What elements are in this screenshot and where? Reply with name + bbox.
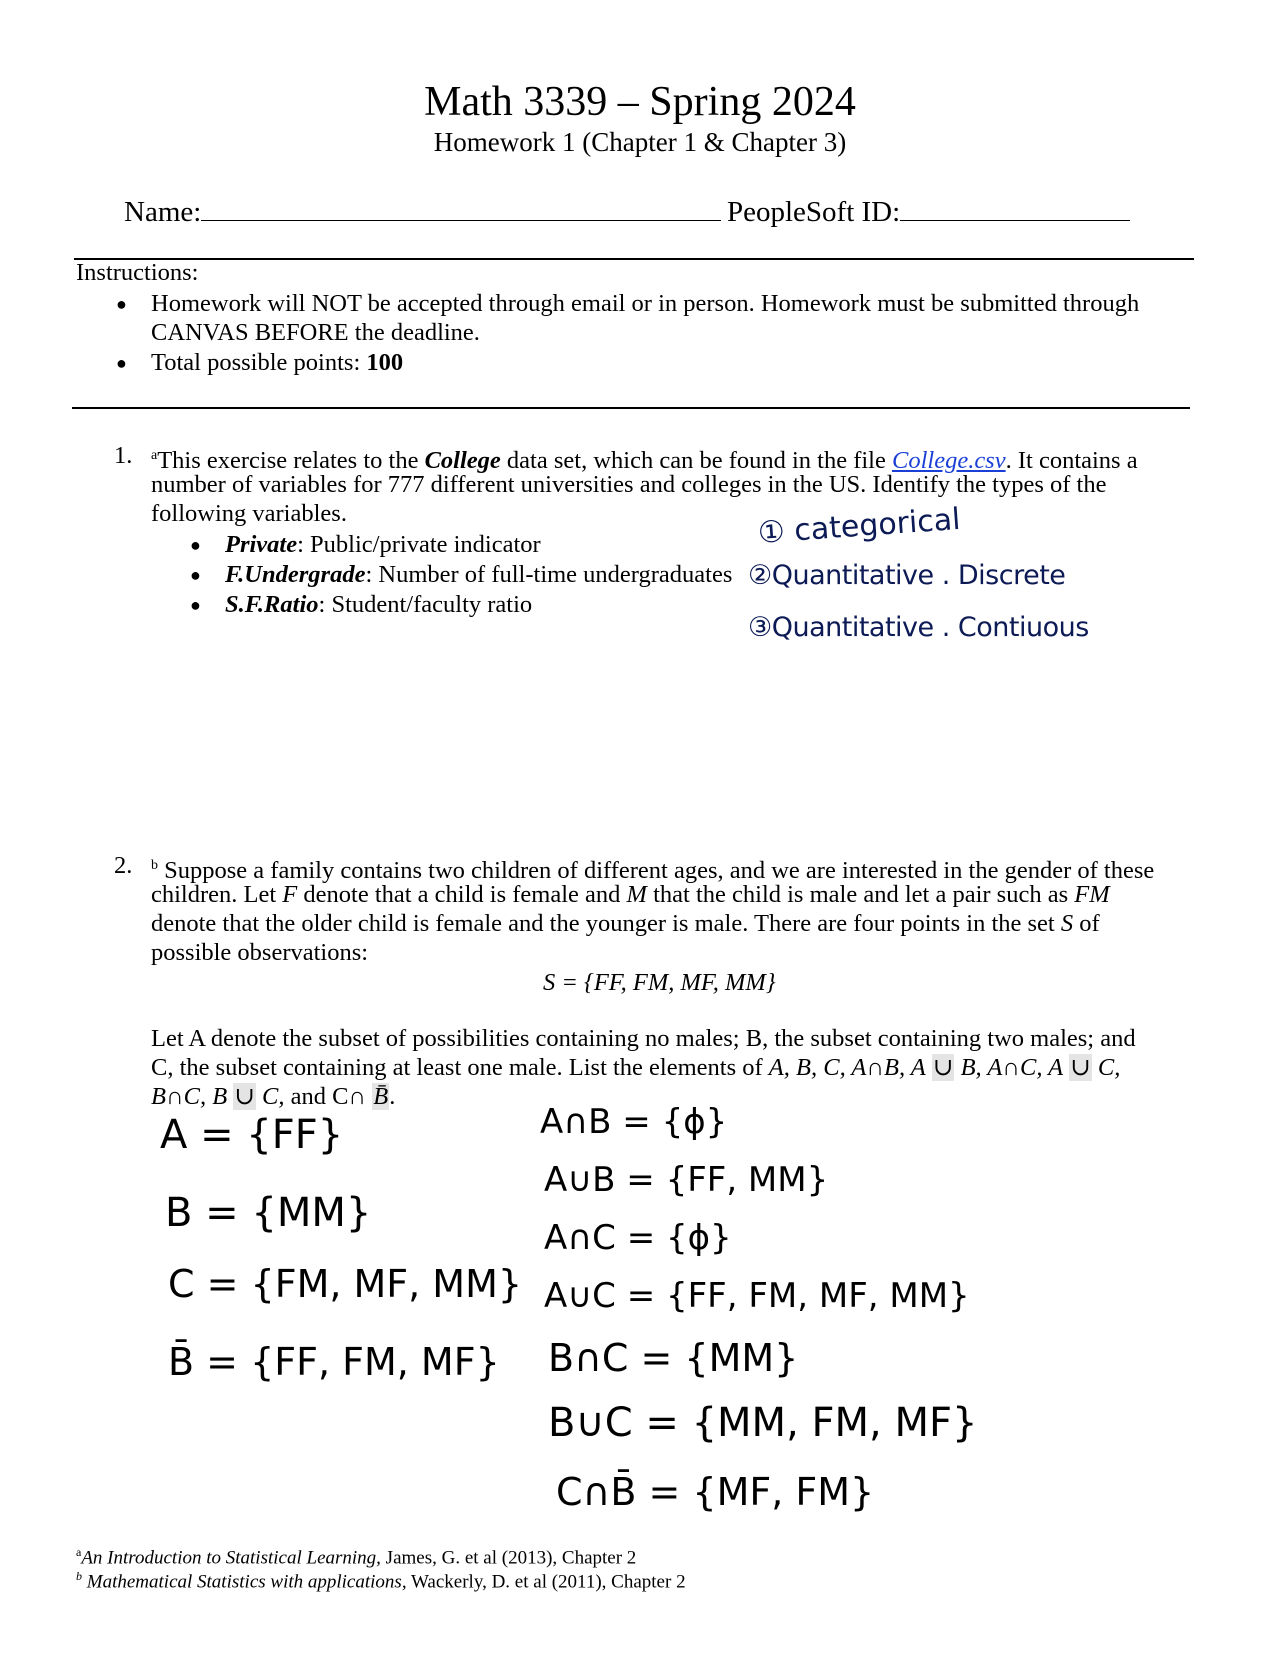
bullet-dot xyxy=(190,595,201,616)
variable-name: S.F.Ratio xyxy=(225,591,319,618)
handwritten-b-union-c: B∪C = {MM, FM, MF} xyxy=(548,1400,978,1446)
variable-f-undergrade xyxy=(225,560,732,589)
variable-sf-ratio xyxy=(225,590,532,619)
handwritten-b-intersect-c: B∩C = {MM} xyxy=(548,1336,799,1380)
bullet-dot xyxy=(190,565,201,586)
q1-line-3: following variables. xyxy=(151,500,347,527)
q2-sets: C, xyxy=(262,1083,285,1110)
footnote-mark: a xyxy=(76,1545,82,1559)
handwritten-answer-2 xyxy=(748,560,1065,591)
q2-var: S xyxy=(1060,910,1074,937)
q2-para-2-line-2 xyxy=(151,1053,1120,1082)
q2-line-2 xyxy=(151,880,1110,909)
handwritten-a-union-c: A∪C = {FF, FM, MF, MM} xyxy=(544,1276,970,1316)
q2-line-4: possible observations: xyxy=(151,939,369,966)
sample-space-equation: S = {FF, FM, MF, MM} xyxy=(543,969,776,996)
answer-text: Quantitative . Contiuous xyxy=(771,612,1089,643)
q2-var: F xyxy=(282,881,298,908)
q2-line-3 xyxy=(151,909,1100,938)
union-symbol: ∪ xyxy=(932,1054,954,1081)
name-field xyxy=(124,192,721,231)
q2-sets: B∩C, B xyxy=(151,1083,228,1110)
handwritten-a-union-b: A∪B = {FF, MM} xyxy=(544,1160,829,1200)
q1-text-c: . It contains a xyxy=(1005,447,1138,475)
variable-name: Private xyxy=(225,531,298,558)
handwritten-c-intersect-b-complement: C∩B̄ = {MF, FM} xyxy=(556,1470,875,1514)
variable-name: F.Undergrade xyxy=(225,561,366,588)
page-title: Math 3339 – Spring 2024 xyxy=(424,79,856,125)
q2-var: M xyxy=(626,881,647,908)
footnote-title: Mathematical Statistics with applications, xyxy=(86,1571,407,1593)
answer-num: ② xyxy=(748,560,772,591)
handwritten-answer-3 xyxy=(748,612,1089,643)
q2-para-2-line-1: Let A denote the subset of possibilities containing no males; B, the subset containing two males; and xyxy=(151,1025,1136,1052)
points-value: 100 xyxy=(366,349,404,376)
q2-sets: B̄ xyxy=(373,1083,389,1110)
college-csv-link[interactable]: College.csv xyxy=(891,447,1006,475)
variable-desc: : Student/faculty ratio xyxy=(318,591,533,618)
q1-footnote-ref: a xyxy=(151,448,158,463)
bullet-dot xyxy=(190,535,201,556)
answer-num: ③ xyxy=(748,612,772,643)
variable-desc: : Public/private indicator xyxy=(297,531,541,558)
q2-text: children. Let xyxy=(151,881,277,908)
q2-text: denote that the older child is female and the younger is male. There are four points in the set xyxy=(151,910,1055,937)
bullet-dot xyxy=(116,294,127,315)
instruction-item-1-line-2: CANVAS BEFORE the deadline. xyxy=(151,319,480,346)
q1-text-b: data set, which can be found in the file xyxy=(506,447,886,475)
q2-text: denote that a child is female and xyxy=(303,881,621,908)
name-blank xyxy=(201,192,721,221)
handwritten-set-a: A = {FF} xyxy=(160,1112,344,1158)
page-subtitle: Homework 1 (Chapter 1 & Chapter 3) xyxy=(433,127,847,157)
answer-text: categorical xyxy=(793,501,962,549)
q2-para-2-line-3 xyxy=(151,1082,395,1111)
q2-footnote-ref: b xyxy=(151,858,158,873)
union-symbol: ∪ xyxy=(1070,1054,1091,1081)
handwritten-set-b-complement: B̄ = {FF, FM, MF} xyxy=(168,1340,500,1384)
handwritten-set-c: C = {FM, MF, MM} xyxy=(168,1262,523,1306)
id-blank xyxy=(900,192,1130,221)
q2-text: that the child is male and let a pair such as xyxy=(653,881,1069,908)
id-label: PeopleSoft ID: xyxy=(727,196,901,228)
q2-number: 2. xyxy=(114,852,133,879)
q1-text-a: This exercise relates to the xyxy=(157,447,419,475)
name-label: Name: xyxy=(124,196,202,228)
q2-text: of xyxy=(1079,910,1100,937)
q2-sets: B, A∩C, A xyxy=(960,1054,1064,1081)
footnote-citation: James, G. et al (2013), Chapter 2 xyxy=(385,1547,637,1569)
bullet-dot xyxy=(116,353,127,374)
q2-var: FM xyxy=(1074,881,1110,908)
points-label: Total possible points: xyxy=(151,349,361,376)
q1-dataset: College xyxy=(424,447,501,475)
footnote-title: An Introduction to Statistical Learning, xyxy=(81,1547,381,1569)
q2-text: and C∩ xyxy=(290,1083,367,1110)
bottom-divider xyxy=(72,407,1190,409)
q1-line-2: number of variables for 777 different universities and colleges in the US. Identify the types of the xyxy=(151,471,1107,498)
handwritten-a-intersect-b: A∩B = {ϕ} xyxy=(540,1102,728,1142)
instruction-item-1-line-1: Homework will NOT be accepted through email or in person. Homework must be submitted through xyxy=(151,290,1140,317)
footnote-mark: b xyxy=(76,1569,82,1583)
q2-text: . xyxy=(389,1083,396,1110)
instruction-item-2 xyxy=(151,348,403,377)
answer-num: ① xyxy=(756,514,787,551)
q2-text: C, the subset containing at least one male. List the elements of xyxy=(151,1054,763,1081)
id-field xyxy=(727,192,1130,231)
instructions-heading: Instructions: xyxy=(76,259,199,286)
variable-desc: : Number of full-time undergraduates xyxy=(365,561,733,588)
answer-text: Quantitative . Discrete xyxy=(771,560,1066,591)
union-symbol: ∪ xyxy=(234,1083,255,1110)
footnote-b xyxy=(76,1564,686,1594)
footnote-citation: Wackerly, D. et al (2011), Chapter 2 xyxy=(411,1571,686,1593)
handwritten-answer-1 xyxy=(757,502,962,551)
q2-sets: C, xyxy=(1097,1054,1121,1081)
q2-sets: A, B, C, A∩B, A xyxy=(768,1054,926,1081)
q1-number: 1. xyxy=(114,442,133,469)
handwritten-a-intersect-c: A∩C = {ϕ} xyxy=(544,1218,732,1258)
variable-private xyxy=(225,530,541,559)
top-divider xyxy=(74,258,1194,260)
handwritten-set-b: B = {MM} xyxy=(165,1190,372,1236)
q2-text: Suppose a family contains two children of different ages, and we are interested in the gender of these xyxy=(164,857,1155,885)
